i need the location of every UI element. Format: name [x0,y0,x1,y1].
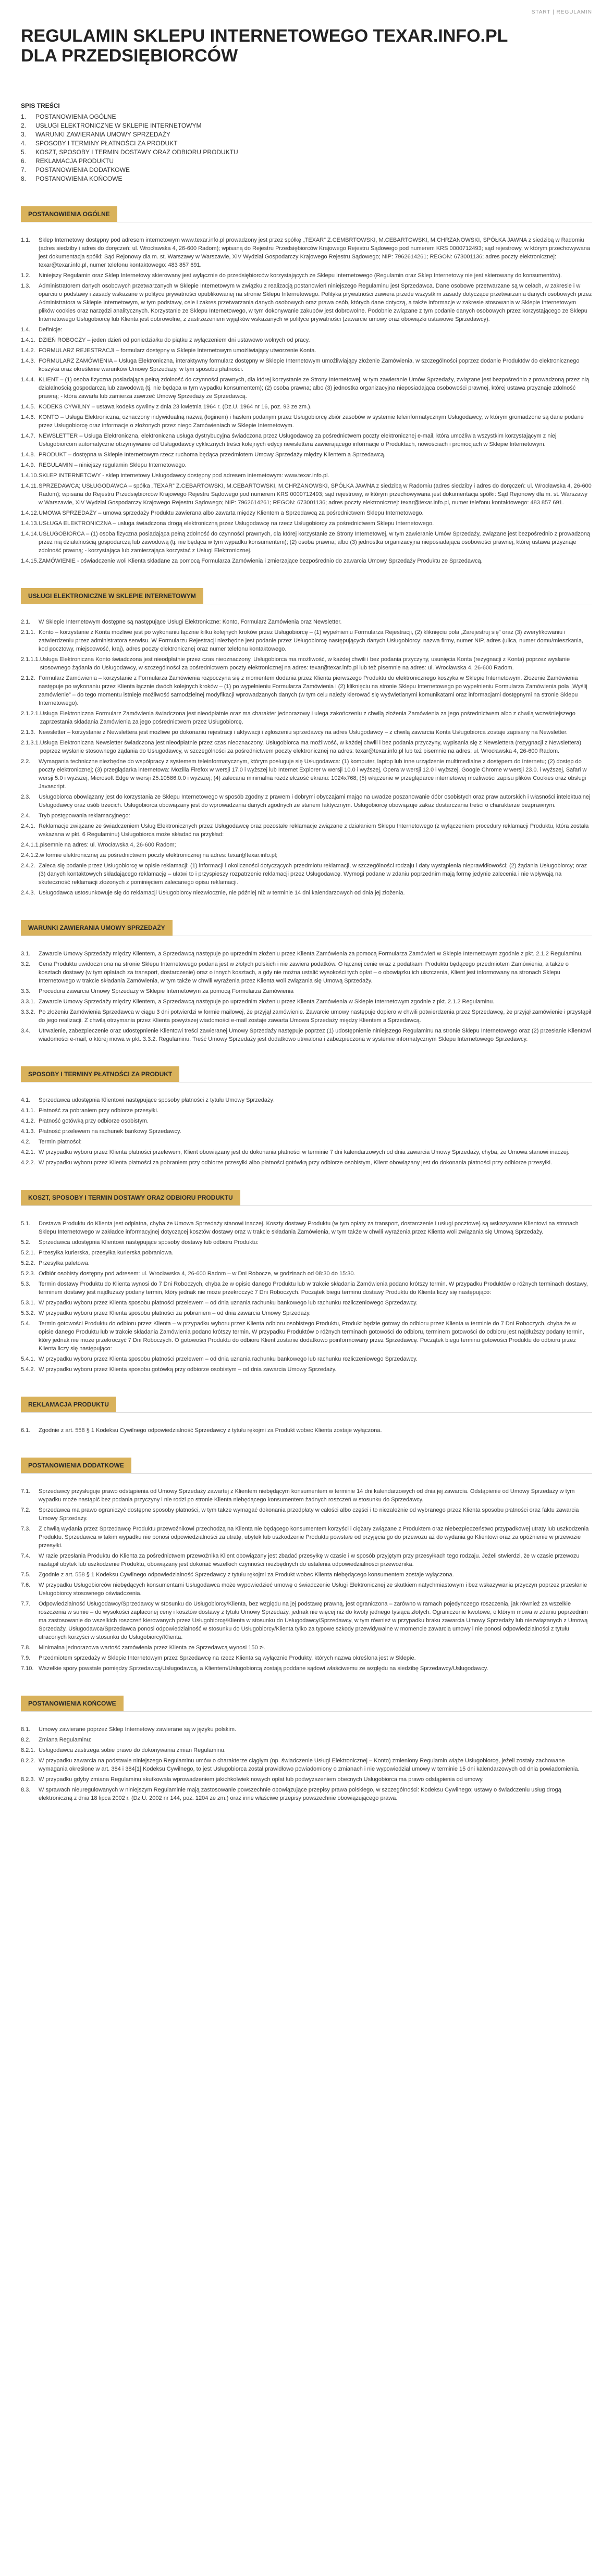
toc-item[interactable] [21,139,592,148]
paragraph [21,1117,592,1125]
paragraph-text: W razie przesłania Produktu do Klienta za pośrednictwem przewoźnika Klient obowiązany jest zbadać przesyłkę w czasie i w sposób przyjętym przy przesyłkach tego rodzaju. Jeżeli stwierdzi, że w czasie przewozu nastąpił ubytek lub uszkodzenie Produktu, obowiązany jest dokonać wszelkich czynności niezbędnych do ustalenia odpowiedzialności przewoźnika. [39,1553,580,1567]
paragraph-text: Usługa Elektroniczna Newsletter świadczona jest nieodpłatnie przez czas nieoznaczony. Usługobiorca ma możliwość, w każdej chwili i bez podania przyczyny, wypisania się z Newslettera (rezygnacji z Newslettera) poprzez wysłanie stosownego żądania do Usługodawcy, w szczególności za pośrednictwem poczty elektronicznej na adres: texar@texar.info.pl lub też pisemnie na adres: ul. Wrocławska 4, 26-600 Radom. [40,740,582,754]
paragraph [21,851,592,860]
paragraph-text: Zgodnie z art. 558 § 1 Kodeksu Cywilnego odpowiedzialność Sprzedawcy z tytułu rękojmi za Produkt wobec Klienta niebędącego konsumentem zostaje wyłączona. [39,1572,454,1578]
paragraph-text: Sprzedawca udostępnia Klientowi następujące sposoby płatności z tytułu Umowy Sprzedaży: [39,1097,275,1103]
paragraph-text: Cena Produktu uwidoczniona na stronie Sklepu Internetowego podana jest w złotych polskich i nie zawiera podatków. O łącznej cenie wraz z podatkami Produktu będącego przedmiotem Zamówienia, a także o kosztach dostawy (w tym opłatach za transport, dostarczenie) oraz o innych kosztach, a gdy nie można ustalić wysokości tych opłat – o obowiązku ich uiszczenia, Klient jest informowany na stronach Sklepu Internetowego w trakcie składania Zamówienia, w tym także w chwili wyrażenia przez Klienta woli związania się Umową Sprzedaży. [39,961,569,984]
paragraph-text: Usługobiorca obowiązany jest do korzystania ze Sklepu Internetowego w sposób zgodny z prawem i dobrymi obyczajami mając na uwadze poszanowanie dóbr osobistych oraz praw autorskich i własności intelektualnej Usługodawcy oraz osób trzecich. Usługobiorca obowiązany jest do wprowadzania danych zgodnych ze stanem faktycznym. Usługobiorcę obowiązuje zakaz dostarczania treści o charakterze bezprawnym. [39,794,591,808]
paragraph-number: 7.10. [21,1665,34,1672]
paragraph-number: 5.3.1. [21,1300,35,1306]
paragraph-text: FORMULARZ ZAMÓWIENIA – Usługa Elektroniczna, interaktywny formularz dostępny w Sklepie Internetowym umożliwiający złożenie Zamówienia, w szczególności poprzez dodanie Produktów do elektronicznego koszyka oraz określenie warunków Umowy Sprzedaży, w tym sposobu płatności. [39,358,580,372]
section-heading: USŁUGI ELEKTRONICZNE W SKLEPIE INTERNETOWYM [21,588,203,604]
regulation-section [21,206,592,565]
paragraph [21,1309,592,1317]
paragraph-text: Sprzedawcy przysługuje prawo odstąpienia od Umowy Sprzedaży zawartej z Klientem niebędącym konsumentem w terminie 14 dni kalendarzowych od dnia jej zawarcia. Odstąpienie od Umowy Sprzedaży w tym wypadku może nastąpić bez podania przyczyny i nie rodzi po stronie Klienta niebędącego konsumentem żadnych roszczeń w stosunku do Sprzedawcy. [39,1488,575,1503]
toc-item[interactable] [21,166,592,175]
paragraph [21,1746,592,1754]
section-body [21,1219,592,1374]
paragraph [21,509,592,517]
paragraph-text: Płatność przelewem na rachunek bankowy Sprzedawcy. [39,1128,181,1135]
paragraph [21,1600,592,1641]
paragraph [21,519,592,528]
paragraph-text: KLIENT – (1) osoba fizyczna posiadająca pełną zdolność do czynności prawnych, dla której korzystanie ze Strony Internetowej, w tym zawieranie Umów Sprzedaży, związane jest bezpośrednio z prowadzoną przez nią działalnością gospodarczą lub zawodową (tj. nie będąca w tym wypadku konsumentem); (2) osoba prawna; albo (3) jednostka organizacyjna nieposiadająca osobowości prawnej, której ustawa przyznaje zdolność prawną; - która zawarła lub zamierza zawrzeć Umowę Sprzedaży ze Sprzedawcą. [39,377,590,400]
section-divider [21,1205,592,1206]
section-body [21,1426,592,1435]
paragraph-number: 2.4. [21,813,31,819]
toc-item[interactable] [21,157,592,166]
toc-item-number: 1. [21,113,27,120]
paragraph-number: 4.2.1. [21,1149,35,1155]
paragraph-number: 1.4.11. [21,483,38,489]
toc-item-number: 8. [21,175,27,182]
paragraph [21,1487,592,1504]
paragraph [21,1259,592,1267]
paragraph [21,557,592,565]
toc-item[interactable] [21,130,592,139]
toc-item-label: REKLAMACJA PRODUKTU [35,157,114,165]
paragraph-text: W przypadku wyboru przez Klienta sposobu płatności przelewem – od dnia uznania rachunku bankowego lub rachunku rozliczeniowego Sprzedawcy. [39,1300,418,1306]
paragraph-text: W przypadku wyboru przez Klienta sposobu płatności przelewem – od dnia uznania rachunku bankowego lub rachunku rozliczeniowego Sprzedawcy. [39,1356,418,1362]
section-body [21,618,592,897]
paragraph-number: 5.2.3. [21,1271,35,1277]
paragraph-text: Formularz Zamówienia – korzystanie z Formularza Zamówienia rozpoczyna się z momentem dodania przez Klienta pierwszego Produktu do elektronicznego koszyka w Sklepie Internetowym. Złożenie Zamówienia następuje po wykonaniu przez Klienta łącznie dwóch kolejnych kroków – (1) po wypełnieniu Formularza Zamówienia i (2) kliknięciu na stronie Sklepu Internetowego po wypełnieniu Formularza Zamówienia pola „Wyślij zamówienie” – do tego momentu istnieje możliwość samodzielnej modyfikacji wprowadzanych danych (w tym celu należy kierować się wyświetlanymi komunikatami oraz informacjami dostępnymi na stronie Sklepu Internetowego). [39,675,587,706]
paragraph-number: 1.4.10. [21,472,39,479]
toc-item-label: POSTANOWIENIA DODATKOWE [35,166,130,173]
sections [21,206,592,1802]
paragraph-text: pisemnie na adres: ul. Wrocławska 4, 26-600 Radom; [40,842,176,848]
paragraph-text: W sprawach nieuregulowanych w niniejszym Regulaminie mają zastosowanie powszechnie obowiązujące przepisy prawa polskiego, w szczególności: Kodeksu Cywilnego; ustawy o świadczeniu usług drogą elektroniczną z dnia 18 lipca 2002 r. (Dz.U. 2002 nr 144, poz. 1204 ze zm.) oraz inne właściwe przepisy powszechnie obowiązującego prawa. [39,1787,561,1801]
paragraph-number: 1.4.14. [21,531,39,537]
paragraph [21,655,592,672]
paragraph [21,1249,592,1257]
toc-title: SPIS TREŚCI [21,102,60,109]
breadcrumb [532,9,592,15]
paragraph [21,1654,592,1662]
paragraph-number: 7.3. [21,1526,31,1532]
paragraph-number: 1.4.1. [21,337,35,343]
paragraph-number: 1.4.9. [21,462,35,468]
paragraph-text: Konto – korzystanie z Konta możliwe jest po wykonaniu łącznie kilku kolejnych kroków przez Usługobiorcę – (1) wypełnieniu Formularza Rejestracji, (2) kliknięciu pola „Zarejestruj się” oraz (3) zweryfikowaniu i zatwierdzeniu przez administratora serwisu. W Formularzu Rejestracji niezbędne jest podanie przez Usługobiorcę następujących danych Usługobiorcy: nazwa firmy, numer NIP, adres (ulica, numer domu/mieszkania, kod pocztowy, miejscowość, kraj), adres poczty elektronicznej oraz numer telefonu kontaktowego. [39,629,584,652]
paragraph-text: Umowy zawierane poprzez Sklep Internetowy zawierane są w języku polskim. [39,1726,237,1733]
paragraph-number: 1.4.2. [21,347,35,354]
paragraph [21,841,592,849]
paragraph-number: 3.3. [21,988,31,994]
paragraph-number: 2.1. [21,619,31,625]
toc-item-label: POSTANOWIENIA OGÓLNE [35,113,116,120]
paragraph-text: Odbiór osobisty dostępny pod adresem: ul. Wrocławska 4, 26-600 Radom – w Dni Robocze, w godzinach od 08:30 do 15:30. [39,1271,355,1277]
paragraph-number: 2.1.1. [21,629,35,636]
paragraph-text: W przypadku wyboru przez Klienta płatności przelewem, Klient obowiązany jest do dokonania płatności w terminie 7 dni kalendarzowych od dnia zawarcia Umowy Sprzedaży, chyba, że Umowa stanowi inaczej. [39,1149,570,1155]
paragraph-number: 2.1.2.1. [21,711,40,717]
paragraph-number: 7.4. [21,1553,31,1559]
paragraph [21,1725,592,1734]
toc-item[interactable] [21,148,592,157]
paragraph-number: 5.4.1. [21,1356,35,1362]
paragraph [21,793,592,810]
paragraph [21,1571,592,1579]
paragraph [21,271,592,280]
paragraph-text: FORMULARZ REJESTRACJI – formularz dostępny w Sklepie Internetowym umożliwiający utworzenie Konta. [39,347,316,354]
paragraph-text: Termin gotowości Produktu do odbioru przez Klienta – w przypadku wyboru przez Klienta odbioru osobistego Produktu, Produkt będzie gotowy do odbioru przez Klienta w terminie do 7 Dni Roboczych, chyba że w opisie danego Produktu lub w trakcie składania Zamówienia podano krótszy termin. W przypadku Produktów o różnych terminach gotowości do odbioru, terminem gotowości do odbioru jest najdłuższy podany termin, który jednak nie może przekroczyć 7 Dni Roboczych. O gotowości Produktu do odbioru Klient zostanie dodatkowo poinformowany przez Sprzedawcę. Początek biegu terminu gotowości Produktu do odbioru przez Klienta liczy się następująco: [39,1321,584,1352]
paragraph [21,346,592,355]
page-title-line-2: DLA PRZEDSIĘBIORCÓW [21,46,238,66]
paragraph-text: Usługodawca zastrzega sobie prawo do dokonywania zmian Regulaminu. [39,1747,226,1753]
paragraph-text: W przypadku wyboru przez Klienta sposobu gotówką przy odbiorze osobistym – od dnia zawarcia Umowy Sprzedaży. [39,1366,337,1373]
paragraph-text: PRODUKT – dostępna w Sklepie Internetowym rzecz ruchoma będąca przedmiotem Umowy Sprzedaży między Klientem a Sprzedawcą. [39,452,386,458]
paragraph [21,1552,592,1569]
paragraph-number: 1.4.3. [21,358,35,364]
paragraph [21,376,592,401]
paragraph-number: 5.3.2. [21,1310,35,1316]
paragraph-number: 7.6. [21,1582,31,1588]
toc-item[interactable] [21,121,592,130]
paragraph-number: 2.1.3. [21,729,35,736]
paragraph-text: UMOWA SPRZEDAŻY – umowa sprzedaży Produktu zawierana albo zawarta między Klientem a Sprzedawcą za pośrednictwem Sklepu Internetowego. [39,510,424,516]
paragraph [21,1525,592,1550]
paragraph [21,1355,592,1363]
paragraph-number: 6.1. [21,1427,31,1434]
paragraph [21,812,592,820]
paragraph-number: 5.2.1. [21,1250,35,1256]
paragraph [21,413,592,430]
paragraph-number: 1.1. [21,237,31,243]
regulation-section [21,1066,592,1167]
paragraph [21,326,592,334]
paragraph-text: W przypadku wyboru przez Klienta płatności za pobraniem przy odbiorze przesyłki albo płatności gotówką przy odbiorze osobistym, Klient obowiązany jest do dokonania płatności przy odbiorze przesyłki. [39,1160,552,1166]
paragraph-number: 2.4.2. [21,863,35,869]
paragraph-text: W przypadku zawarcia na podstawie niniejszego Regulaminu umów o charakterze ciągłym (np. świadczenie Usługi Elektronicznej – Konto) zmieniony Regulamin wiąże Usługobiorcę, jeżeli zostały zachowane wymagania określone w art. 384 i 384[1] Kodeksu Cywilnego, to jest Usługobiorca został prawidłowo powiadomiony o zmianach i nie wypowiedział umowy w terminie 15 dni kalendarzowych od dnia powiadomienia. [39,1758,580,1772]
toc-item-number: 5. [21,148,27,156]
paragraph [21,889,592,897]
page-title-line-1: REGULAMIN SKLEPU INTERNETOWEGO TEXAR.INFO.PL [21,26,508,46]
paragraph-text: Zaleca się podanie przez Usługobiorcę w opisie reklamacji: (1) informacji i okoliczności dotyczących przedmiotu reklamacji, w szczególności rodzaju i daty wystąpienia nieprawidłowości; (2) żądania Usługobiorcy; oraz (3) danych kontaktowych składającego reklamację – ułatwi to i przyspieszy rozpatrzenie reklamacji przez Usługodawcę. Wymogi podane w zdaniu poprzednim mają formę jedynie zalecenia i nie wpływają na skuteczność reklamacji złożonych z pominięciem zalecanego opisu reklamacji. [39,863,587,886]
paragraph [21,1127,592,1136]
paragraph-number: 5.4.2. [21,1366,35,1373]
paragraph [21,628,592,653]
paragraph-number: 7.1. [21,1488,31,1495]
paragraph [21,1365,592,1374]
paragraph [21,739,592,755]
table-of-contents [21,102,592,183]
paragraph-number: 2.3. [21,794,31,800]
paragraph [21,451,592,459]
toc-item[interactable] [21,175,592,183]
paragraph-number: 2.1.2. [21,675,35,681]
paragraph-number: 5.3. [21,1281,31,1287]
paragraph [21,336,592,344]
paragraph-number: 5.2.2. [21,1260,35,1266]
paragraph-text: Sklep Internetowy dostępny pod adresem internetowym www.texar.info.pl prowadzony jest przez spółkę „TEXAR” Z.CEMBRTOWSKI, M.CEBARTOWSKI, M.CHRZANOWSKI, SPÓŁKA JAWNA z siedzibą w Radomiu (adres siedziby i adres do doręczeń: ul. Wrocławska 4, 26-600 Radom); wpisaną do Rejestru Przedsiębiorców Krajowego Rejestru Sądowego pod numerem KRS 0000712493; sąd rejestrowy, w którym przechowywana jest dokumentacja spółki: Sąd Rejonowy dla m. st. Warszawy w Warszawie, XIV Wydział Gospodarczy Krajowego Rejestru Sądowego; NIP: 7962614261; REGON: 673001136; adres poczty elektronicznej: texar@texar.info.pl, numer telefonu kontaktowego: 483 857 691. [39,237,590,268]
paragraph [21,1320,592,1353]
regulation-section [21,1696,592,1802]
toc-item-label: KOSZT, SPOSOBY I TERMIN DOSTAWY ORAZ ODBIORU PRODUKTU [35,148,238,156]
paragraph-number: 1.2. [21,272,31,279]
toc-item-label: WARUNKI ZAWIERANIA UMOWY SPRZEDAŻY [35,131,170,138]
paragraph-number: 7.2. [21,1507,31,1513]
paragraph [21,403,592,411]
paragraph-number: 1.4.4. [21,377,35,383]
paragraph [21,1786,592,1802]
paragraph [21,1506,592,1523]
paragraph-number: 1.4. [21,327,31,333]
section-body [21,1725,592,1802]
paragraph [21,728,592,737]
paragraph-text: W przypadku Usługobiorców niebędących konsumentami Usługodawca może wypowiedzieć umowę o świadczenie Usługi Elektronicznej ze skutkiem natychmiastowym i bez wskazywania przyczyn poprzez przesłanie Usługobiorcy stosownego oświadczenia. [39,1582,587,1597]
paragraph-number: 3.3.1. [21,999,35,1005]
section-body [21,1096,592,1167]
paragraph [21,482,592,507]
paragraph-number: 1.4.12. [21,510,39,516]
regulation-section [21,588,592,897]
paragraph [21,1138,592,1146]
toc-item-number: 3. [21,131,27,138]
section-body [21,1487,592,1673]
section-divider [21,1711,592,1712]
paragraph [21,1270,592,1278]
paragraph-number: 1.4.15. [21,558,39,564]
section-heading: POSTANOWIENIA OGÓLNE [21,206,117,222]
paragraph [21,1775,592,1784]
paragraph-number: 4.2.2. [21,1160,35,1166]
section-divider [21,1412,592,1413]
paragraph-text: Minimalna jednorazowa wartość zamówienia przez Klienta ze Sprzedawcą wynosi 150 zł. [39,1645,265,1651]
paragraph [21,1757,592,1773]
paragraph [21,710,592,726]
paragraph [21,236,592,269]
paragraph-number: 3.2. [21,961,31,967]
paragraph-text: Tryb postępowania reklamacyjnego: [39,813,130,819]
paragraph-number: 5.4. [21,1321,31,1327]
section-heading: WARUNKI ZAWIERANIA UMOWY SPRZEDAŻY [21,920,173,936]
paragraph-number: 2.4.1. [21,823,35,829]
paragraph-text: DZIEŃ ROBOCZY – jeden dzień od poniedziałku do piątku z wyłączeniem dni ustawowo wolnych od pracy. [39,337,310,343]
paragraph-number: 8.2. [21,1737,31,1743]
paragraph-text: Newsletter – korzystanie z Newslettera jest możliwe po dokonaniu rejestracji i aktywacji i zgłoszeniu sprzedawcy na adres Usługodawcy – z chwilą zawarcia Konta Usługobiorca zostaje zapisany na Newsletter. [39,729,568,736]
paragraph-text: Odpowiedzialność Usługodawcy/Sprzedawcy w stosunku do Usługobiorcy/Klienta, bez względu na jej podstawę prawną, jest ograniczona – zarówno w ramach pojedynczego roszczenia, jak również za wszelkie roszczenia w sumie – do wysokości zapłaconej ceny i kosztów dostawy z tytułu Umowy Sprzedaży, jednak nie więcej niż do kwoty jednego tysiąca złotych. Ograniczenie kwotowe, o którym mowa w zdaniu poprzednim ma zastosowanie do wszelkich roszczeń kierowanych przez Usługobiorcę/Klienta w stosunku do Usługodawcy/Sprzedawcy, w tym również w przypadku braku zawarcia Umowy Sprzedaży lub niezwiązanych z Umową Sprzedaży. Usługodawca/Sprzedawca ponosi odpowiedzialność w stosunku do Usługobiorcy/Klienta tylko za typowe szkody przewidywalne w momencie zawarcia umowy i nie ponosi odpowiedzialności z tytułu utraconych korzyści w stosunku do Usługobiorcy/Klienta. [39,1601,588,1640]
paragraph-text: Definicje: [39,327,63,333]
paragraph-number: 1.4.8. [21,452,35,458]
paragraph [21,1106,592,1115]
paragraph-number: 7.9. [21,1655,31,1661]
paragraph-number: 8.3. [21,1787,31,1793]
paragraph-number: 3.1. [21,951,31,957]
paragraph [21,1219,592,1236]
paragraph-text: Procedura zawarcia Umowy Sprzedaży w Sklepie Internetowym za pomocą Formularza Zamówienia [39,988,294,994]
paragraph-number: 8.2.2. [21,1758,35,1764]
paragraph-text: W przypadku wyboru przez Klienta sposobu płatności za pobraniem – od dnia zawarcia Umowy Sprzedaży. [39,1310,311,1316]
paragraph-text: Po złożeniu Zamówienia Sprzedawca w ciągu 3 dni potwierdzi w formie mailowej, że przyjął zamówienie. Zawarcie umowy następuje dopiero w chwili potwierdzenia przez Sprzedawcę, że przyjął zamówienie i przystąpił do jego realizacji. Z chwilą otrzymania przez Klienta powyższej wiadomości e-mail zostaje zawarta Umowa Sprzedaży między Klientem a Sprzedawcą. [39,1009,592,1024]
paragraph [21,998,592,1006]
paragraph-text: KODEKS CYWILNY – ustawa kodeks cywilny z dnia 23 kwietnia 1964 r. (Dz.U. 1964 nr 16, poz. 93 ze zm.). [39,404,312,410]
regulation-section [21,1397,592,1435]
section-heading: REKLAMACJA PRODUKTU [21,1397,116,1412]
paragraph [21,1581,592,1598]
section-heading: POSTANOWIENIA DODATKOWE [21,1458,131,1473]
paragraph-number: 4.2. [21,1139,31,1145]
paragraph-number: 4.1.1. [21,1107,35,1114]
paragraph-text: Sprzedawca udostępnia Klientowi następujące sposoby dostawy lub odbioru Produktu: [39,1239,259,1246]
paragraph [21,1426,592,1435]
paragraph-text: SKLEP INTERNETOWY - sklep internetowy Usługodawcy dostępny pod adresem internetowym: www.texar.info.pl. [39,472,329,479]
paragraph [21,950,592,958]
paragraph-number: 1.4.5. [21,404,35,410]
toc-item-number: 6. [21,157,27,165]
paragraph-number: 2.4.3. [21,890,35,896]
paragraph [21,822,592,839]
paragraph-text: Usługodawca ustosunkowuje się do reklamacji Usługobiorcy niezwłocznie, nie później niż w terminie 14 dni kalendarzowych od dnia jej złożenia. [39,890,405,896]
section-heading: KOSZT, SPOSOBY I TERMIN DOSTAWY ORAZ ODBIORU PRODUKTU [21,1190,240,1205]
section-heading: POSTANOWIENIA KOŃCOWE [21,1696,124,1711]
page-title [21,26,592,66]
paragraph [21,432,592,449]
paragraph-number: 2.2. [21,758,31,765]
paragraph-text: Płatność gotówką przy odbiorze osobistym. [39,1118,149,1124]
paragraph-text: Dostawa Produktu do Klienta jest odpłatna, chyba że Umowa Sprzedaży stanowi inaczej. Koszty dostawy Produktu (w tym opłaty za transport, dostarczenie i usługi pocztowe) są wskazywane Klientowi na stronach Sklepu Internetowego w zakładce informacyjnej dotyczącej kosztów dostawy oraz w trakcie składania Zamówienia, w tym także w chwili wyrażenia przez Klienta woli związania się Umową Sprzedaży. [39,1221,579,1235]
section-body [21,950,592,1043]
toc-item-label: USŁUGI ELEKTRONICZNE W SKLEPIE INTERNETOWYM [35,122,202,129]
paragraph-text: w formie elektronicznej za pośrednictwem poczty elektronicznej na adres: texar@texar.info.pl; [40,852,278,858]
paragraph [21,1644,592,1652]
breadcrumb-home-link[interactable]: START [531,9,551,15]
paragraph-text: KONTO – Usługa Elektroniczna, oznaczony indywidualną nazwą (loginem) i hasłem podanym przez Usługobiorcę zbiór zasobów w systemie teleinformatycznym Usługodawcy, w którym gromadzone są dane podane przez Usługobiorcę oraz informacje o złożonych przez niego Zamówieniach w Sklepie Internetowym. [39,414,584,429]
paragraph [21,1159,592,1167]
paragraph-text: Przesyłka kurierska, przesyłka kurierska pobraniowa. [39,1250,174,1256]
paragraph-text: Usługa Elektroniczna Formularz Zamówienia świadczona jest nieodpłatnie oraz ma charakter jednorazowy i ulega zakończeniu z chwilą złożenia Zamówienia za jego pośrednictwem albo z chwilą wcześniejszego zaprzestania składania Zamówienia za jego pośrednictwem przez Usługobiorcę. [40,711,575,725]
paragraph-number: 7.8. [21,1645,31,1651]
section-body [21,236,592,565]
paragraph [21,461,592,469]
paragraph-number: 2.4.1.1. [21,842,40,848]
paragraph-text: Termin dostawy Produktu do Klienta wynosi do 7 Dni Roboczych, chyba że w opisie danego Produktu lub w trakcie składania Zamówienia podano krótszy termin. W przypadku Produktów o różnych terminach dostawy, terminem dostawy jest najdłuższy podany termin, który jednak nie może przekroczyć 7 Dni Roboczych. Początek biegu terminu dostawy Produktu do Klienta liczy się następująco: [39,1281,588,1296]
paragraph-number: 8.2.3. [21,1776,35,1783]
paragraph [21,1148,592,1156]
section-heading: SPOSOBY I TERMINY PŁATNOŚCI ZA PRODUKT [21,1066,179,1082]
paragraph-text: Zawarcie Umowy Sprzedaży między Klientem, a Sprzedawcą następuje po uprzednim złożeniu przez Klienta Zamówienia za pomocą Formularza Zamówień w Sklepie Internetowym zgodnie z pkt. 2.1.2 Regulaminu. [39,951,583,957]
paragraph [21,1736,592,1744]
paragraph-text: Zmiana Regulaminu: [39,1737,92,1743]
toc-item-number: 4. [21,140,27,147]
paragraph [21,960,592,985]
paragraph [21,987,592,995]
paragraph [21,471,592,480]
paragraph-number: 2.1.3.1. [21,740,40,746]
paragraph-text: Z chwilą wydania przez Sprzedawcę Produktu przewoźnikowi przechodzą na Klienta nie będącego konsumentem korzyści i ciężary związane z Produktem oraz niebezpieczeństwo przypadkowej utraty lub uszkodzenia Produktu. Sprzedawca w takim wypadku nie ponosi odpowiedzialności za utratę, ubytek lub uszkodzenie Produktu powstałe od przyjęcia go do przewozu aż do wydania go Klientowi oraz za opóźnienie w przewozie przesyłki. [39,1526,589,1549]
regulation-section [21,920,592,1043]
paragraph-number: 8.1. [21,1726,31,1733]
paragraph-text: USŁUGA ELEKTRONICZNA – usługa świadczona drogą elektroniczną przez Usługodawcę na rzecz Usługobiorcy za pośrednictwem Sklepu Internetowego. [39,520,434,527]
paragraph-number: 2.1.1.1. [21,656,40,663]
paragraph-number: 1.4.13. [21,520,39,527]
paragraph-number: 1.4.6. [21,414,35,420]
breadcrumb-separator: | [553,9,555,15]
paragraph-text: SPRZEDAWCA; USŁUGODAWCA – spółka „TEXAR” Z.CEBARTOWSKI, M.CEBARTOWSKI, M.CHRZANOWSKI, SPÓŁKA JAWNA z siedzibą w Radomiu (adres siedziby i adres do doręczeń: ul. Wrocławska 4, 26-600 Radom); wpisana do Rejestru Przedsiębiorców Krajowego Rejestru Sądowego pod numerem KRS 0000712493; sąd rejestrowy, w którym przechowywana jest dokumentacja spółki: Sąd Rejonowy dla m. st. Warszawy w Warszawie, XIV Wydział Gospodarczy Krajowego Rejestru Sądowego; NIP: 7962614261; REGON: 673001136; adres poczty elektronicznej: texar@texar.info.pl, numer telefonu kontaktowego: 483 857 691. [39,483,592,506]
paragraph [21,674,592,707]
paragraph-text: Przesyłka paletowa. [39,1260,90,1266]
toc-item-label: POSTANOWIENIA KOŃCOWE [35,175,122,182]
paragraph-number: 3.3.2. [21,1009,35,1015]
paragraph-text: Płatność za pobraniem przy odbiorze przesyłki. [39,1107,158,1114]
paragraph [21,1008,592,1025]
regulation-section [21,1458,592,1673]
paragraph-text: NEWSLETTER – Usługa Elektroniczna, elektroniczna usługa dystrybucyjna świadczona przez Usługodawcę za pośrednictwem poczty elektronicznej e-mail, która umożliwia wszystkim korzystającym z niej Usługobiorcom automatyczne otrzymywanie od Usługodawcy cyklicznych treści kolejnych edycji newslettera zawierającego informacje o Produktach, nowościach i promocjach w Sklepie Internetowym. [39,433,557,447]
paragraph [21,357,592,374]
paragraph-number: 1.4.7. [21,433,35,439]
paragraph-number: 3.4. [21,1028,31,1034]
paragraph-text: Reklamacje związane ze świadczeniem Usług Elektronicznych przez Usługodawcę oraz pozostałe reklamacje związane z działaniem Sklepu Internetowego (z wyłączeniem procedury reklamacji Produktu, która została wskazana w pkt. 6 Regulaminu) Usługobiorca może składać na przykład: [39,823,589,838]
paragraph-number: 4.1.3. [21,1128,35,1135]
toc-item-number: 2. [21,122,27,129]
paragraph [21,1299,592,1307]
toc-item-number: 7. [21,166,27,173]
paragraph-text: Zawarcie Umowy Sprzedaży między Klientem, a Sprzedawcą następuje po uprzednim złożeniu przez Klienta Zamówienia w Sklepie Internetowym zgodnie z pkt. 2.1.2 Regulaminu. [39,999,495,1005]
paragraph-text: Termin płatności: [39,1139,82,1145]
paragraph [21,757,592,791]
toc-item-label: SPOSOBY I TERMINY PŁATNOŚCI ZA PRODUKT [35,140,178,147]
breadcrumb-current: REGULAMIN [556,9,592,15]
paragraph-text: ZAMÓWIENIE - oświadczenie woli Klienta składane za pomocą Formularza Zamówienia i zmierzające bezpośrednio do zawarcia Umowy Sprzedaży Produktu ze Sprzedawcą. [39,558,483,564]
paragraph [21,1664,592,1673]
toc-list [21,113,592,183]
paragraph-number: 5.2. [21,1239,31,1246]
paragraph [21,1096,592,1104]
paragraph [21,282,592,323]
paragraph-number: 7.5. [21,1572,31,1578]
paragraph-text: USŁUGOBIORCA – (1) osoba fizyczna posiadająca pełną zdolność do czynności prawnych, dla której korzystanie ze Strony Internetowej, w tym zawieranie Umów Sprzedaży, związane jest bezpośrednio z prowadzoną przez nią działalnością gospodarczą lub zawodową (tj. nie będąca w tym wypadku konsumentem); (2) osoba prawna; albo (3) jednostka organizacyjna nieposiadająca osobowości prawnej, której ustawa przyznaje zdolność prawną; - korzystająca lub zamierzająca korzystać z Usługi Elektronicznej. [39,531,591,554]
paragraph-number: 1.3. [21,283,31,289]
paragraph-number: 8.2.1. [21,1747,35,1753]
toc-item[interactable] [21,113,592,121]
paragraph-text: REGULAMIN – niniejszy regulamin Sklepu Internetowego. [39,462,187,468]
paragraph-text: W przypadku gdyby zmiana Regulaminu skutkowała wprowadzeniem jakichkolwiek nowych opłat lub podwyższeniem obecnych Usługobiorca ma prawo odstąpienia od umowy. [39,1776,484,1783]
paragraph-text: Administratorem danych osobowych przetwarzanych w Sklepie Internetowym w związku z realizacją postanowień niniejszego Regulaminu jest Sprzedawca. Dane osobowe przetwarzane są w celach, w zakresie i w oparciu o podstawy i zasady wskazane w polityce prywatności opublikowanej na stronie Sklepu Internetowego. Polityka prywatności zawiera przede wszystkim zasady dotyczące przetwarzania danych osobowych przez Administratora w Sklepie Internetowym, w tym podstawy, cele i zakres przetwarzania danych osobowych oraz prawa osób, których dane dotyczą, a także informacje w zakresie stosowania w Sklepie Internetowym plików cookies oraz narzędzi analitycznych. Korzystanie ze Sklepu Internetowego, w tym dokonywanie zakupów jest dobrowolne. Podobnie związane z tym podanie danych osobowych przez korzystającego ze Sklepu Internetowego Usługobiorcę lub Klienta jest dobrowolne, z zastrzeżeniem wyjątków wskazanych w polityce prywatności (zawarcie umowy oraz obowiązki ustawowe Sprzedawcy). [39,283,592,322]
paragraph-text: Wymagania techniczne niezbędne do współpracy z systemem teleinformatycznym, którym posługuje się Usługodawca: (1) komputer, laptop lub inne urządzenie multimedialne z dostępem do Internetu; (2) dostęp do poczty elektronicznej; (3) przeglądarka internetowa: Mozilla Firefox w wersji 17.0 i wyższej lub Internet Explorer w wersji 10.0 i wyższej, Opera w wersji 12.0 i wyższej, Google Chrome w wersji 23.0. i wyższej, Safari w wersji 5.0 i wyższej, Microsoft Edge w wersji 25.10586.0.0 i wyższej; (4) zalecana minimalna rozdzielczość ekranu: 1024x768; (5) włączenie w przeglądarce internetowej możliwości zapisu plików Cookies oraz obsługi Javascript. [39,758,587,790]
paragraph-text: Niniejszy Regulamin oraz Sklep Internetowy skierowany jest wyłącznie do przedsiębiorców korzystających ze Sklepu Internetowego (Regulamin oraz Sklep Internetowy nie jest skierowany do konsumentów). [39,272,562,279]
paragraph-text: Wszelkie spory powstałe pomiędzy Sprzedawcą/Usługodawcą, a Klientem/Usługobiorcą zostają poddane sądowi właściwemu ze względu na siedzibę Sprzedawcy/Usługodawcy. [39,1665,488,1672]
paragraph-number: 2.4.1.2. [21,852,40,858]
paragraph-text: W Sklepie Internetowym dostępne są następujące Usługi Elektroniczne: Konto, Formularz Zamówienia oraz Newsletter. [39,619,342,625]
paragraph [21,618,592,626]
paragraph-text: Przedmiotem sprzedaży w Sklepie Internetowym przez Sprzedawcę na rzecz Klienta są wyłącznie Produkty, których nazwa określona jest w Sklepie. [39,1655,416,1661]
regulation-section [21,1190,592,1374]
paragraph [21,530,592,555]
paragraph-text: Usługa Elektroniczna Konto świadczona jest nieodpłatnie przez czas nieoznaczony. Usługobiorca ma możliwość, w każdej chwili i bez podania przyczyny, usunięcia Konta (rezygnacji z Konta) poprzez wysłanie stosownego żądania do Usługodawcy, w szczególności za pośrednictwem poczty elektronicznej na adres: texar@texar.info.pl lub też pisemnie na adres: ul. Wrocławska 4, 26-600 Radom. [40,656,570,671]
paragraph-text: Utrwalenie, zabezpieczenie oraz udostępnienie Klientowi treści zawieranej Umowy Sprzedaży następuje poprzez (1) udostępnienie niniejszego Regulaminu na stronie Sklepu Internetowego oraz (2) przesłanie Klientowi wiadomości e-mail, o której mowa w pkt. 3.3.2. Regulaminu. Treść Umowy Sprzedaży jest dodatkowo utrwalona i zabezpieczona w systemie informatycznym Sklepu Internetowego Sprzedawcy. [39,1028,591,1042]
paragraph-text: Sprzedawca ma prawo ograniczyć dostępne sposoby płatności, w tym także wymagać dokonania przedpłaty w całości albo części i to niezależnie od wybranego przez Klienta sposobu płatności oraz faktu zawarcia Umowy Sprzedaży. [39,1507,579,1522]
paragraph [21,1027,592,1043]
paragraph [21,862,592,887]
paragraph [21,1238,592,1247]
paragraph [21,1280,592,1297]
paragraph-text: Zgodnie z art. 558 § 1 Kodeksu Cywilnego odpowiedzialność Sprzedawcy z tytułu rękojmi za Produkt wobec Klienta zostaje wyłączona. [39,1427,382,1434]
paragraph-number: 7.7. [21,1601,31,1607]
paragraph-number: 4.1. [21,1097,31,1103]
main-content [21,26,592,1805]
paragraph-number: 4.1.2. [21,1118,35,1124]
paragraph-number: 5.1. [21,1221,31,1227]
section-divider [21,1473,592,1474]
